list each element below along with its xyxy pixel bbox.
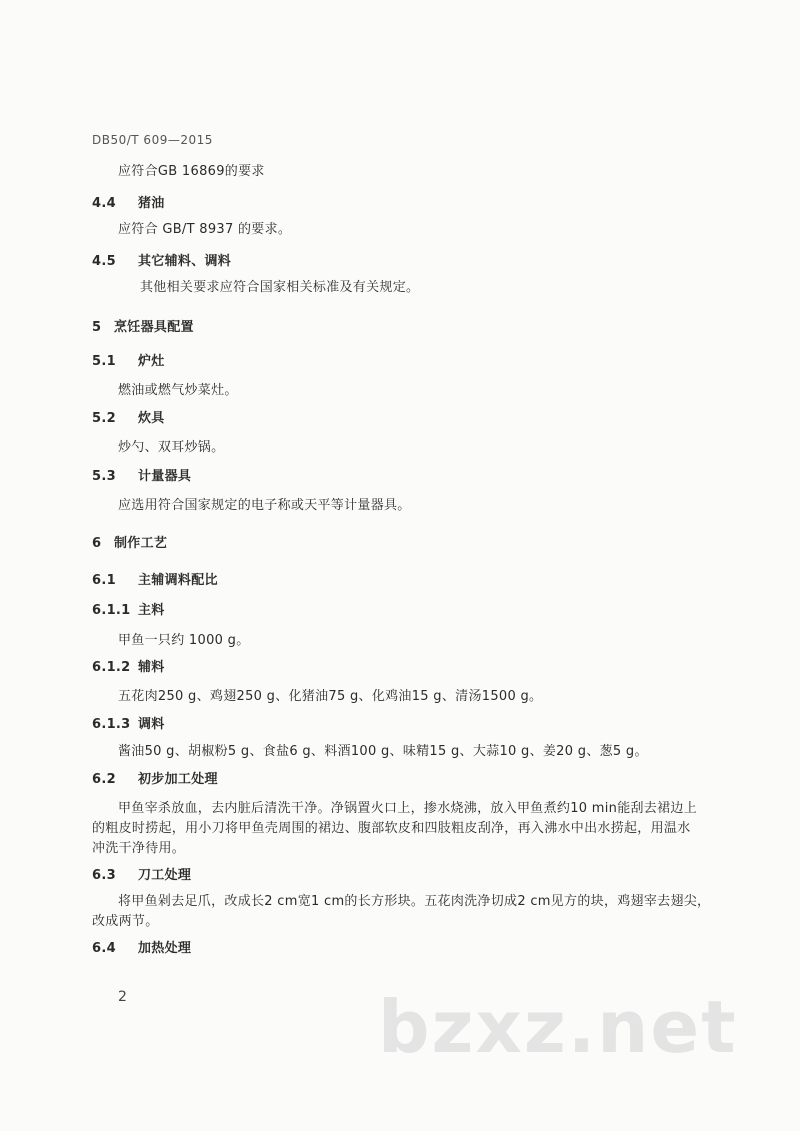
section-number: 4.4 [92,196,116,211]
standard-code: DB50/T 609—2015 [92,133,213,147]
section-title: 调料 [138,717,165,732]
section-heading-4-5 [92,254,231,270]
section-number: 6.1.2 [92,660,131,675]
paragraph-line: 应符合 GB/T 8937 的要求。 [118,222,292,237]
paragraph-line: 应选用符合国家规定的电子称或天平等计量器具。 [118,498,411,513]
page-number: 2 [118,989,128,1005]
section-heading-6-1-2 [92,660,165,676]
section-title: 初步加工处理 [138,772,218,787]
section-title: 炉灶 [138,354,165,369]
section-heading-6-1 [92,573,218,589]
section-title: 其它辅料、调料 [138,254,232,269]
section-number: 6.4 [92,941,116,956]
section-title: 炊具 [138,411,165,426]
section-heading-6-3 [92,868,191,884]
section-number: 6.1.1 [92,603,131,618]
paragraph-line: 改成两节。 [92,914,159,929]
section-heading-5-3 [92,469,191,485]
paragraph-line: 甲鱼宰杀放血，去内脏后清洗干净。净锅置火口上，掺水烧沸，放入甲鱼煮约10 min能刮去裙边上 [118,801,697,816]
section-heading-6-2 [92,772,218,788]
section-title: 刀工处理 [138,868,192,883]
section-title: 主辅调料配比 [138,573,218,588]
section-title: 加热处理 [138,941,192,956]
section-heading-5-2 [92,411,165,427]
paragraph-line: 冲洗干净待用。 [92,841,186,856]
section-number: 6 [92,536,102,551]
section-title: 计量器具 [138,469,192,484]
section-title: 辅料 [138,660,165,675]
paragraph-line: 酱油50 g、胡椒粉5 g、食盐6 g、料酒100 g、味精15 g、大蒜10 g、姜20 g、葱5 g。 [118,744,648,759]
paragraph-line: 将甲鱼剁去足爪，改成长2 cm宽1 cm的长方形块。五花肉洗净切成2 cm见方的块，鸡翅宰去翅尖， [118,894,711,909]
paragraph-line: 应符合GB 16869的要求 [118,164,265,179]
section-number: 6.3 [92,868,116,883]
paragraph-line: 炒勺、双耳炒锅。 [118,440,225,455]
section-number: 6.1.3 [92,717,131,732]
paragraph-line: 燃油或燃气炒菜灶。 [118,383,238,398]
section-title: 制作工艺 [114,536,168,551]
section-number: 5.1 [92,354,116,369]
section-heading-5-1 [92,354,165,370]
section-heading-6-1-3 [92,717,165,733]
section-number: 5 [92,320,102,335]
paragraph-line: 其他相关要求应符合国家相关标准及有关规定。 [140,280,420,295]
paragraph-line: 五花肉250 g、鸡翅250 g、化猪油75 g、化鸡油15 g、清汤1500 g。 [118,689,543,704]
watermark-text: bzxz.net [378,985,738,1069]
section-title: 猪油 [138,196,165,211]
section-number: 4.5 [92,254,116,269]
section-heading-6-4 [92,941,191,957]
section-title: 主料 [138,603,165,618]
paragraph-line: 的粗皮时捞起，用小刀将甲鱼壳周围的裙边、腹部软皮和四肢粗皮刮净，再入沸水中出水捞起，用温水 [92,821,691,836]
section-heading-6-1-1 [92,603,165,619]
section-number: 5.2 [92,411,116,426]
section-number: 6.2 [92,772,116,787]
section-number: 5.3 [92,469,116,484]
section-number: 6.1 [92,573,116,588]
section-heading-5 [92,320,194,336]
section-heading-4-4 [92,196,165,212]
section-title: 烹饪器具配置 [114,320,194,335]
paragraph-line: 甲鱼一只约 1000 g。 [118,633,250,648]
section-heading-6 [92,536,167,552]
